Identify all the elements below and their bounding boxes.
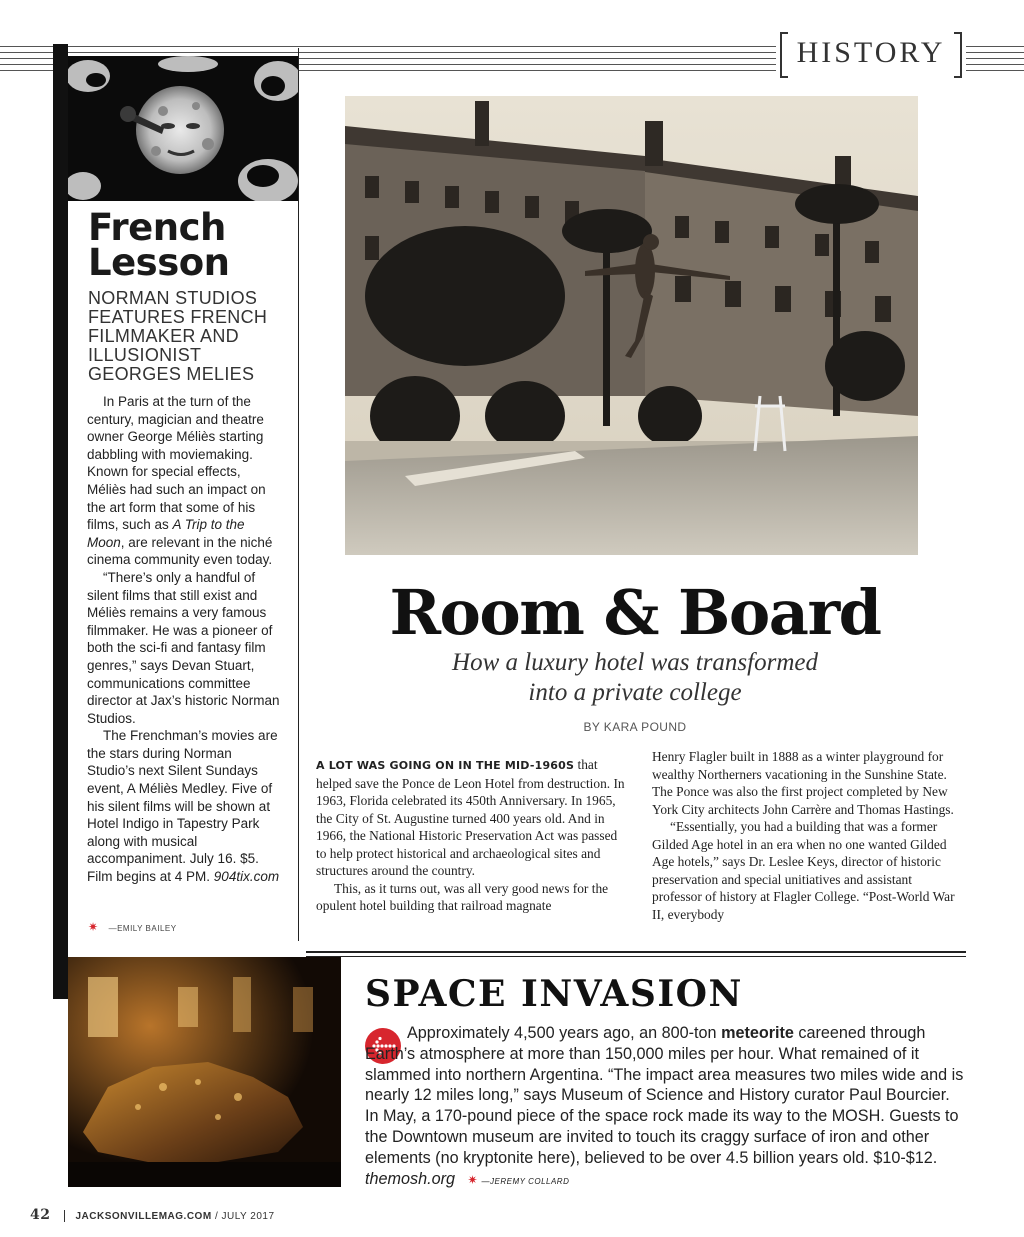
- dek-line1: How a luxury hotel was transformed: [452, 649, 818, 676]
- moon-film-still-image: [68, 56, 298, 201]
- star-icon: ✷: [467, 1172, 478, 1187]
- film-title: A Trip to the Moon: [87, 517, 245, 550]
- section-divider-thin: [306, 956, 966, 957]
- footer-separator: [64, 1210, 65, 1222]
- sidebar-body: [87, 393, 283, 886]
- sidebar-p1-tail: , are relevant in the niché cinema community even today.: [87, 534, 273, 568]
- si-body-post: careened through Earth’s atmosphere at more than 150,000 miles per hour. What remained of it slammed into northern Argentina. “The impact area measures two miles wide and is nearly 12 miles long,” says Museum of Science and History curator Paul Bourcier. In May, a 170-pound piece of the space rock made its way to the MOSH. Guests to the Downtown museum are invited to touch its craggy surface of iron and other elements (no kryptonite here), believed to be over 4.5 billion years old. $10-$12.: [365, 1024, 964, 1167]
- sidebar-paragraph: [87, 727, 283, 885]
- space-credit: —JEREMY COLLARD: [481, 1176, 570, 1186]
- museum-link[interactable]: themosh.org: [365, 1169, 455, 1188]
- byline: BY KARA POUND: [583, 720, 687, 734]
- meteorite-exhibit-photo: [68, 957, 341, 1187]
- si-body-pre: Approximately 4,500 years ago, an 800-ton: [407, 1024, 722, 1042]
- footer-issue: / JULY 2017: [214, 1211, 275, 1222]
- col1-p1-text: that helped save the Ponce de Leon Hotel from destruction. In 1963, Florida celebrated its 450th Anniversary. In 1965, the City of St. Augustine turned 400 years old. And in 1966, the National Historic Preservation Act was passed to help protect historical and archaeological sites and structures around the country.: [316, 757, 625, 878]
- article-paragraph: This, as it turns out, was all very good news for the opulent hotel building that railroad magnate: [316, 880, 609, 913]
- article-column-2: [652, 748, 958, 923]
- article-dek: [360, 648, 910, 708]
- sidebar-accent-bar: [53, 44, 68, 999]
- space-invasion-title: SPACE INVASION: [365, 973, 743, 1015]
- ticket-link[interactable]: 904tix.com: [213, 869, 280, 885]
- sidebar-title: [88, 206, 288, 284]
- dek-line2: into a private college: [528, 679, 742, 706]
- footer-site[interactable]: JACKSONVILLEMAG.COM: [75, 1211, 212, 1222]
- sidebar-paragraph: “There’s only a handful of silent films that still exist and Méliès remains a very famous filmmaker. He was a pioneer of both the sci-fi and fantasy film genres,” says Devan Stuart, communications committee director at Jax’s historic Norman Studios.: [87, 569, 280, 726]
- space-invasion-body: [365, 1023, 965, 1192]
- sidebar-paragraph: [87, 393, 283, 569]
- sidebar-credit-text: —EMILY BAILEY: [108, 924, 177, 933]
- page-footer: [30, 1207, 530, 1223]
- bracket-right: [954, 32, 962, 78]
- lead-in: A LOT WAS GOING ON IN THE MID-1960S: [316, 759, 575, 772]
- section-tag: [776, 30, 966, 78]
- sidebar-p3-text: The Frenchman’s movies are the stars during Norman Studio’s next Silent Sundays event, A Méliès Medley. Five of his silent films will be shown at Hotel Indigo in Tapestry Park along with musical accompaniment. July 16. $5. Film begins at 4 PM.: [87, 728, 278, 885]
- sidebar-p1-text: In Paris at the turn of the century, magician and theatre owner George Méliès starting dabbling with moviemaking. Known for special effects, Méliès had such an impact on the art form that some of his films, such as: [87, 394, 266, 533]
- si-keyword: meteorite: [721, 1024, 794, 1042]
- article-column-1: [316, 756, 626, 915]
- sidebar-title-line1: French: [88, 206, 226, 249]
- article-paragraph: “Essentially, you had a building that was a former Gilded Age hotel in an era when no one wanted Gilded Age hotels,” says Dr. Leslee Keys, director of historic preservation and special unitiatives and assistant professor of history at Flagler College. “Post-World War II, everybody: [652, 819, 955, 922]
- sidebar-deck: NORMAN STUDIOS FEATURES FRENCH FILMMAKER AND ILLUSIONIST GEORGES MELIES: [88, 288, 268, 384]
- hotel-pool-photo: [345, 96, 918, 555]
- section-divider: [306, 951, 966, 953]
- section-label: HISTORY: [796, 36, 946, 69]
- sidebar-credit: [88, 920, 288, 934]
- sidebar-title-line2: Lesson: [88, 241, 230, 284]
- star-icon: ✷: [88, 920, 99, 934]
- article-headline: Room & Board: [389, 576, 881, 649]
- article-paragraph: [316, 756, 626, 880]
- page-number: 42: [30, 1207, 51, 1223]
- bracket-left: [780, 32, 788, 78]
- article-paragraph: Henry Flagler built in 1888 as a winter playground for wealthy Northerners vacationing in the Sunshine State. The Ponce was also the first project completed by New York City architects John Carrère and Thomas Hastings.: [652, 749, 954, 817]
